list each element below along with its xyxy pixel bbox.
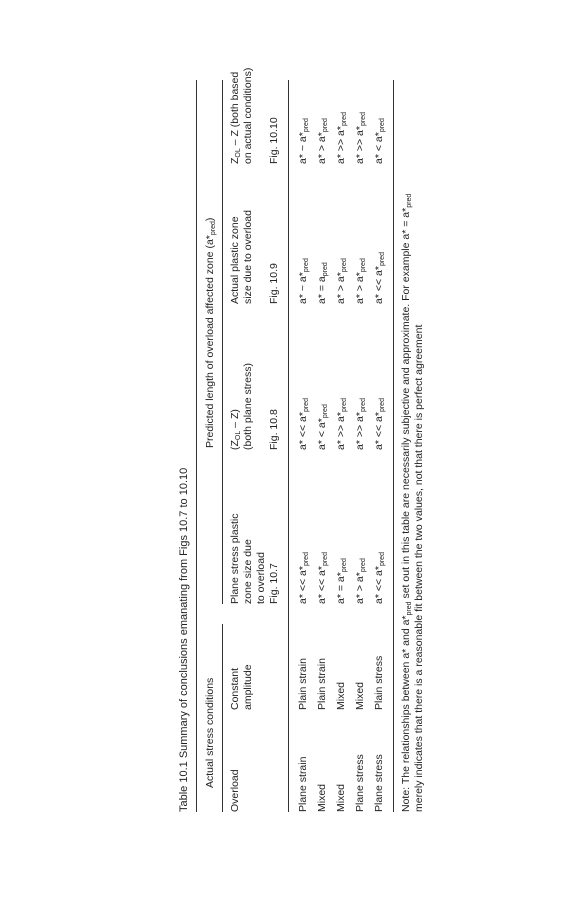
cell-sub: pred — [322, 404, 329, 419]
group-predicted-sub: pred — [210, 221, 217, 236]
note-sub-1: pred — [406, 601, 413, 616]
table-cell — [354, 398, 370, 450]
col-header-plane-stress-fig: Fig. 10.7 — [268, 563, 280, 604]
cell-value: a* << a* — [297, 566, 309, 604]
cell-sub: pred — [322, 118, 329, 133]
cell-sub: pred — [379, 552, 386, 567]
cell-value: a* << a* — [373, 566, 385, 604]
cell-value: a* < a* — [316, 418, 328, 450]
col-header-zol-fig: Fig. 10.8 — [268, 409, 280, 450]
cell-sub: pred — [303, 398, 310, 413]
col-zol-sub: OL — [235, 430, 242, 441]
group-left-rule — [222, 624, 223, 812]
cell-sub: pred — [379, 252, 386, 267]
col-zol-suffix: – Z) — [229, 409, 241, 431]
table-cell — [297, 552, 313, 604]
cell-value: a* > a* — [316, 132, 328, 164]
col-header-constant-2: amplitude — [242, 664, 254, 710]
col-header-actual-1: Actual plastic zone — [229, 216, 241, 304]
cell-value: a* ~ a* — [297, 132, 309, 164]
cell-sub: pred — [360, 398, 367, 413]
cell-sub: pred — [360, 558, 367, 573]
group-predicted-suffix: ) — [204, 217, 216, 222]
cell-value: a* ~ a* — [297, 272, 309, 304]
table-row-constant: Plain strain — [316, 658, 328, 710]
col-zolz-suffix: – Z (both based — [229, 71, 241, 149]
table-cell — [297, 258, 313, 304]
cell-value: a* < a* — [373, 132, 385, 164]
table-cell — [335, 258, 351, 304]
table-cell — [335, 112, 351, 164]
table-row-overload: Plane strain — [297, 756, 309, 812]
top-rule — [196, 80, 197, 812]
group-predicted-length — [204, 218, 220, 448]
table-cell — [373, 398, 389, 450]
table-cell — [316, 262, 332, 304]
cell-value: a* = a* — [335, 572, 347, 604]
table-cell — [373, 118, 389, 164]
col-header-zolz-2: on actual conditions) — [242, 67, 254, 164]
note-sub-2: pred — [406, 193, 413, 208]
cell-value: a* >> a* — [335, 126, 347, 164]
cell-value: a* >> a* — [354, 126, 366, 164]
table-row-constant: Mixed — [354, 681, 366, 710]
table-cell — [354, 112, 370, 164]
col-header-actual-2: size due to overload — [242, 210, 254, 304]
table-row-overload: Plane stress — [354, 754, 366, 812]
cell-sub: pred — [303, 552, 310, 567]
cell-sub: pred — [360, 258, 367, 273]
cell-sub: pred — [379, 398, 386, 413]
cell-value: a* << a* — [373, 266, 385, 304]
cell-value: a* = a — [316, 276, 328, 304]
table-caption: Table 10.1 Summary of conclusions emanating from Figs 10.7 to 10.10 — [178, 467, 190, 812]
cell-value: a* > a* — [335, 272, 347, 304]
cell-value: a* >> a* — [354, 412, 366, 450]
cell-sub: pred — [341, 398, 348, 413]
cell-value: a* << a* — [316, 566, 328, 604]
cell-sub: pred — [322, 552, 329, 567]
cell-sub: pred — [341, 112, 348, 127]
bottom-rule — [393, 80, 394, 812]
cell-sub: pred — [322, 262, 329, 277]
table-row-overload: Plane stress — [373, 754, 385, 812]
cell-value: a* > a* — [354, 272, 366, 304]
col-header-overload: Overload — [229, 769, 241, 812]
col-header-zolz-fig: Fig. 10.10 — [268, 117, 280, 164]
note-text-b: set out in this table are necessarily subjective and approximate. For example a* = a* — [400, 207, 412, 602]
col-zol-prefix: (Z — [229, 440, 241, 450]
table-cell — [373, 252, 389, 304]
header-rule — [288, 80, 289, 812]
table-row-constant: Mixed — [335, 681, 347, 710]
cell-value: a* > a* — [354, 572, 366, 604]
cell-sub: pred — [303, 258, 310, 273]
col-header-plane-stress-1: Plane stress plastic — [229, 513, 241, 604]
table-cell — [354, 558, 370, 604]
cell-sub: pred — [303, 118, 310, 133]
cell-value: a* << a* — [297, 412, 309, 450]
table-cell — [335, 558, 351, 604]
cell-sub: pred — [379, 118, 386, 133]
table-row-constant: Plain stress — [373, 655, 385, 710]
col-header-plane-stress-2: zone size due — [242, 539, 254, 604]
table-cell — [316, 404, 332, 450]
col-header-plane-stress-3: to overload — [255, 552, 267, 604]
col-header-zol-2: (both plane stress) — [242, 363, 254, 450]
col-header-constant-1: Constant — [229, 667, 241, 710]
group-actual-stress: Actual stress conditions — [204, 677, 216, 788]
cell-value: a* << a* — [373, 412, 385, 450]
col-zolz-sub: OL — [235, 148, 242, 158]
table-cell — [316, 118, 332, 164]
cell-sub: pred — [341, 558, 348, 573]
table-cell — [316, 552, 332, 604]
table-row-constant: Plain strain — [297, 658, 309, 710]
table-cell — [297, 398, 313, 450]
table-cell — [297, 118, 313, 164]
group-right-rule — [222, 80, 223, 604]
cell-value: a* >> a* — [335, 412, 347, 450]
table-cell — [373, 552, 389, 604]
cell-sub: pred — [341, 258, 348, 273]
table-row-overload: Mixed — [316, 783, 328, 812]
note-text-a: Note: The relationships between a* and a* — [400, 615, 412, 812]
table-row-overload: Mixed — [335, 783, 347, 812]
table-cell — [354, 258, 370, 304]
col-zolz-prefix: Z — [229, 157, 241, 164]
col-header-actual-fig: Fig. 10.9 — [268, 263, 280, 304]
cell-sub: pred — [360, 112, 367, 127]
table-cell — [335, 398, 351, 450]
group-predicted-prefix: Predicted length of overload affected zone (a* — [204, 235, 216, 448]
table-note-line-2: merely indicates that there is a reasonable fit between the two values, not that there is perfect agreement — [413, 324, 425, 812]
